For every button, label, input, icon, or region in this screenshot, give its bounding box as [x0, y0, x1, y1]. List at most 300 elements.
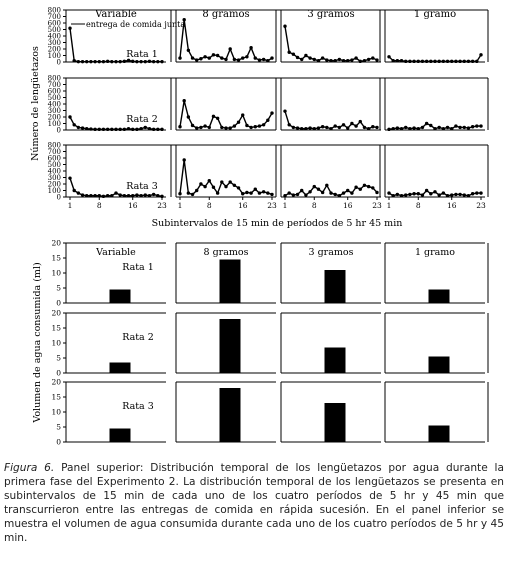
data-point-rata-1-1-gramo — [396, 59, 399, 62]
data-point-rata-1-3-gramos — [317, 59, 320, 62]
data-point-rata-2-1-gramo — [471, 125, 474, 128]
y-tick-label: 800 — [47, 141, 61, 150]
data-point-rata-3-8-gramos — [212, 186, 215, 189]
data-point-rata-2-1-gramo — [475, 124, 478, 127]
data-point-rata-2-1-gramo — [463, 126, 466, 129]
y-tick-label: 100 — [47, 120, 61, 128]
data-point-rata-3-3-gramos — [308, 190, 311, 193]
data-point-rata-2-variable — [81, 126, 84, 129]
x-tick-label: 16 — [237, 201, 248, 210]
data-point-rata-3-3-gramos — [317, 188, 320, 191]
x-axis-title: Subintervalos de 15 min de períodos de 5 hr 45 min — [151, 218, 403, 229]
x-tick-label: 8 — [415, 201, 421, 210]
data-point-rata-1-variable — [123, 60, 126, 63]
data-point-rata-3-1-gramo — [471, 192, 474, 195]
data-point-rata-3-3-gramos — [346, 189, 349, 192]
data-point-rata-3-variable — [144, 193, 147, 196]
data-point-rata-3-1-gramo — [396, 193, 399, 196]
data-point-rata-1-variable — [144, 60, 147, 63]
data-point-rata-1-8-gramos — [266, 59, 269, 62]
y-tick-label: 300 — [47, 107, 61, 115]
x-tick-label: 8 — [206, 201, 212, 210]
data-point-rata-2-variable — [106, 128, 109, 131]
data-point-rata-3-3-gramos — [296, 193, 299, 196]
x-tick-label: 8 — [96, 201, 102, 210]
data-point-rata-3-3-gramos — [313, 185, 316, 188]
data-point-rata-2-variable — [89, 127, 92, 130]
data-point-rata-3-variable — [139, 194, 142, 197]
data-point-rata-3-3-gramos — [350, 191, 353, 194]
bar-y-tick-label: 5 — [56, 422, 61, 432]
annotation-label: entrega de comida junta — [86, 20, 186, 29]
bar-y-tick-label: 20 — [51, 308, 61, 318]
data-point-rata-2-3-gramos — [317, 126, 320, 129]
data-point-rata-2-1-gramo — [433, 127, 436, 130]
data-point-rata-3-1-gramo — [429, 192, 432, 195]
data-point-rata-2-variable — [156, 128, 159, 131]
data-point-rata-3-1-gramo — [479, 191, 482, 194]
data-point-rata-1-3-gramos — [367, 58, 370, 61]
bar-row-label-rata-1: Rata 1 — [122, 262, 154, 273]
data-point-rata-3-8-gramos — [237, 186, 240, 189]
data-point-rata-1-8-gramos — [208, 56, 211, 59]
data-point-rata-3-8-gramos — [270, 193, 273, 196]
data-point-rata-2-variable — [114, 128, 117, 131]
data-point-rata-1-8-gramos — [258, 58, 261, 61]
data-point-rata-3-8-gramos — [208, 179, 211, 182]
data-point-rata-2-8-gramos — [191, 124, 194, 127]
data-point-rata-3-1-gramo — [404, 193, 407, 196]
data-point-rata-1-8-gramos — [237, 58, 240, 61]
data-point-rata-2-1-gramo — [437, 126, 440, 129]
data-point-rata-3-3-gramos — [300, 189, 303, 192]
data-point-rata-1-1-gramo — [425, 60, 428, 63]
y-tick-label: 700 — [47, 148, 61, 156]
data-point-rata-1-variable — [110, 60, 113, 63]
bar-y-tick-label: 5 — [56, 353, 61, 363]
y-tick-label: 200 — [47, 180, 61, 189]
data-point-rata-2-8-gramos — [270, 111, 273, 114]
data-point-rata-2-1-gramo — [467, 126, 470, 129]
x-tick-label: 1 — [386, 201, 392, 210]
x-tick-label: 8 — [311, 201, 317, 210]
data-point-rata-1-variable — [89, 60, 92, 63]
data-point-rata-1-variable — [81, 60, 84, 63]
data-point-rata-1-variable — [68, 27, 71, 30]
data-point-rata-3-3-gramos — [304, 193, 307, 196]
series-line-rata-2-3-gramos — [285, 111, 377, 129]
data-point-rata-3-3-gramos — [338, 194, 341, 197]
data-point-rata-2-3-gramos — [329, 127, 332, 130]
y-tick-label: 700 — [47, 13, 61, 21]
y-tick-label: 400 — [47, 100, 61, 109]
caption-text: Panel superior: Distribución temporal de los lengüetazos por agua durante la primera fase del Experimento 2. La distribución temporal de los lengüetazos se presenta en subintervalos de 15 min de cada uno de los cuatro períodos de 5 hr y 45 min que transcurrieron entre las entregas de comida en rápida sucesión. En el panel inferior se muestra el volumen de agua consumida durante cada uno de los cuatro períodos de 5 hr y 45 min. — [4, 462, 504, 545]
data-point-rata-1-variable — [102, 60, 105, 63]
data-point-rata-3-8-gramos — [245, 191, 248, 194]
data-point-rata-2-3-gramos — [367, 127, 370, 130]
x-tick-label: 16 — [342, 201, 353, 210]
bar-rata-3-8-gramos — [220, 388, 241, 442]
data-point-rata-1-1-gramo — [446, 60, 449, 63]
data-point-rata-1-8-gramos — [199, 57, 202, 60]
bar-column-label-8-gramos: 8 gramos — [203, 247, 249, 258]
data-point-rata-2-variable — [72, 123, 75, 126]
data-point-rata-3-8-gramos — [191, 193, 194, 196]
data-point-rata-1-3-gramos — [375, 58, 378, 61]
data-point-rata-3-8-gramos — [224, 185, 227, 188]
data-point-rata-2-8-gramos — [233, 124, 236, 127]
bar-y-tick-label: 20 — [51, 377, 61, 387]
data-point-rata-2-variable — [98, 128, 101, 131]
column-label-8-gramos: 8 gramos — [202, 9, 250, 20]
data-point-rata-3-1-gramo — [433, 190, 436, 193]
data-point-rata-2-1-gramo — [404, 126, 407, 129]
data-point-rata-3-variable — [152, 193, 155, 196]
x-tick-label: 16 — [127, 201, 138, 210]
data-point-rata-1-8-gramos — [270, 56, 273, 59]
y-tick-label: 600 — [47, 154, 61, 163]
data-point-rata-2-8-gramos — [187, 115, 190, 118]
data-point-rata-3-8-gramos — [187, 191, 190, 194]
bar-y-tick-label: 0 — [56, 437, 61, 447]
data-point-rata-1-8-gramos — [241, 56, 244, 59]
data-point-rata-3-variable — [110, 194, 113, 197]
y-tick-label: 300 — [47, 174, 61, 182]
data-point-rata-1-variable — [148, 60, 151, 63]
data-point-rata-1-3-gramos — [342, 59, 345, 62]
y-tick-label: 100 — [47, 187, 61, 195]
data-point-rata-2-1-gramo — [458, 126, 461, 129]
data-point-rata-1-1-gramo — [475, 60, 478, 63]
data-point-rata-2-1-gramo — [391, 127, 394, 130]
data-point-rata-2-8-gramos — [178, 125, 181, 128]
data-point-rata-1-8-gramos — [262, 58, 265, 61]
data-point-rata-2-3-gramos — [300, 127, 303, 130]
data-point-rata-1-8-gramos — [216, 54, 219, 57]
series-line-rata-3-8-gramos — [180, 160, 272, 194]
data-point-rata-1-3-gramos — [325, 58, 328, 61]
data-point-rata-2-8-gramos — [228, 126, 231, 129]
y-tick-label: 500 — [47, 161, 61, 169]
data-point-rata-3-1-gramo — [442, 191, 445, 194]
data-point-rata-3-variable — [102, 195, 105, 198]
data-point-rata-2-3-gramos — [338, 126, 341, 129]
data-point-rata-1-1-gramo — [442, 60, 445, 63]
data-point-rata-1-3-gramos — [329, 59, 332, 62]
data-point-rata-1-8-gramos — [245, 55, 248, 58]
row-label-rata-3: Rata 3 — [126, 181, 158, 192]
data-point-rata-2-1-gramo — [396, 126, 399, 129]
bar-y-tick-label: 15 — [51, 392, 61, 402]
data-point-rata-1-8-gramos — [187, 49, 190, 52]
bar-y-tick-label: 15 — [51, 323, 61, 333]
y-tick-label: 0 — [56, 193, 61, 202]
y-tick-label: 100 — [47, 52, 61, 60]
y-tick-label: 600 — [47, 87, 61, 96]
data-point-rata-3-8-gramos — [178, 192, 181, 195]
data-point-rata-1-3-gramos — [300, 58, 303, 61]
data-point-rata-1-1-gramo — [404, 60, 407, 63]
data-point-rata-2-1-gramo — [425, 122, 428, 125]
data-point-rata-1-8-gramos — [191, 56, 194, 59]
bar-rata-1-3-gramos — [325, 270, 346, 303]
bar-rata-1-1-gramo — [429, 290, 450, 304]
y-axis-title: Número de lengüetazos — [30, 46, 41, 161]
data-point-rata-2-3-gramos — [283, 109, 286, 112]
bar-rata-3-3-gramos — [325, 403, 346, 442]
caption-label: Figura 6. — [4, 462, 55, 474]
data-point-rata-2-variable — [68, 115, 71, 118]
data-point-rata-2-8-gramos — [262, 123, 265, 126]
data-point-rata-2-3-gramos — [321, 125, 324, 128]
data-point-rata-2-8-gramos — [216, 117, 219, 120]
data-point-rata-1-8-gramos — [228, 47, 231, 50]
data-point-rata-1-1-gramo — [408, 60, 411, 63]
data-point-rata-3-3-gramos — [371, 186, 374, 189]
data-point-rata-3-1-gramo — [454, 193, 457, 196]
data-point-rata-3-3-gramos — [359, 188, 362, 191]
data-point-rata-2-8-gramos — [245, 124, 248, 127]
data-point-rata-3-variable — [68, 176, 71, 179]
bottom-bar-panel — [32, 239, 488, 447]
data-point-rata-2-1-gramo — [450, 127, 453, 130]
data-point-rata-2-3-gramos — [375, 126, 378, 129]
data-point-rata-1-variable — [93, 60, 96, 63]
data-point-rata-3-variable — [98, 194, 101, 197]
data-point-rata-1-3-gramos — [304, 54, 307, 57]
data-point-rata-3-1-gramo — [417, 192, 420, 195]
series-line-rata-2-8-gramos — [180, 101, 272, 128]
data-point-rata-1-1-gramo — [471, 60, 474, 63]
data-point-rata-3-1-gramo — [458, 193, 461, 196]
data-point-rata-1-1-gramo — [479, 53, 482, 56]
data-point-rata-1-8-gramos — [212, 53, 215, 56]
data-point-rata-2-variable — [93, 128, 96, 131]
data-point-rata-2-variable — [144, 126, 147, 129]
data-point-rata-2-3-gramos — [287, 123, 290, 126]
data-point-rata-2-1-gramo — [421, 126, 424, 129]
data-point-rata-3-3-gramos — [292, 193, 295, 196]
y-tick-label: 400 — [47, 167, 61, 176]
data-point-rata-3-1-gramo — [475, 191, 478, 194]
data-point-rata-1-variable — [98, 60, 101, 63]
data-point-rata-3-3-gramos — [354, 186, 357, 189]
data-point-rata-1-1-gramo — [450, 60, 453, 63]
y-tick-label: 700 — [47, 81, 61, 89]
data-point-rata-1-3-gramos — [287, 51, 290, 54]
data-point-rata-3-variable — [131, 194, 134, 197]
data-point-rata-2-3-gramos — [363, 126, 366, 129]
bar-column-label-3-gramos: 3 gramos — [308, 247, 354, 258]
bar-y-axis-title: Volumen de agua consumida (ml) — [32, 262, 43, 423]
data-point-rata-2-8-gramos — [266, 119, 269, 122]
data-point-rata-2-8-gramos — [195, 126, 198, 129]
data-point-rata-3-1-gramo — [425, 189, 428, 192]
data-point-rata-3-variable — [127, 194, 130, 197]
data-point-rata-1-1-gramo — [391, 59, 394, 62]
data-point-rata-2-8-gramos — [249, 126, 252, 129]
data-point-rata-1-3-gramos — [308, 56, 311, 59]
data-point-rata-1-3-gramos — [371, 56, 374, 59]
data-point-rata-3-variable — [93, 194, 96, 197]
data-point-rata-3-3-gramos — [283, 194, 286, 197]
data-point-rata-1-8-gramos — [254, 56, 257, 59]
data-point-rata-3-variable — [123, 194, 126, 197]
x-tick-label: 23 — [476, 201, 486, 210]
bar-column-label-variable: Variable — [96, 247, 136, 258]
data-point-rata-2-variable — [85, 127, 88, 130]
data-point-rata-1-variable — [114, 60, 117, 63]
bar-rata-1-8-gramos — [220, 260, 241, 304]
data-point-rata-3-3-gramos — [363, 184, 366, 187]
bar-row-label-rata-3: Rata 3 — [122, 401, 154, 412]
data-point-rata-2-8-gramos — [212, 115, 215, 118]
data-point-rata-1-1-gramo — [429, 60, 432, 63]
data-point-rata-2-variable — [77, 126, 80, 129]
data-point-rata-1-variable — [135, 60, 138, 63]
data-point-rata-1-variable — [118, 60, 121, 63]
y-tick-label: 800 — [47, 74, 61, 83]
data-point-rata-2-1-gramo — [454, 124, 457, 127]
data-point-rata-2-8-gramos — [203, 124, 206, 127]
data-point-rata-3-3-gramos — [321, 191, 324, 194]
data-point-rata-3-1-gramo — [391, 194, 394, 197]
data-point-rata-2-1-gramo — [479, 124, 482, 127]
data-point-rata-3-8-gramos — [195, 189, 198, 192]
data-point-rata-1-1-gramo — [400, 59, 403, 62]
data-point-rata-2-3-gramos — [304, 127, 307, 130]
data-point-rata-2-1-gramo — [400, 127, 403, 130]
data-point-rata-2-variable — [131, 128, 134, 131]
data-point-rata-1-8-gramos — [178, 56, 181, 59]
data-point-rata-2-1-gramo — [442, 127, 445, 130]
data-point-rata-1-1-gramo — [421, 60, 424, 63]
data-point-rata-3-1-gramo — [400, 194, 403, 197]
data-point-rata-3-1-gramo — [408, 193, 411, 196]
data-point-rata-3-1-gramo — [387, 191, 390, 194]
y-tick-label: 0 — [56, 126, 61, 135]
series-line-rata-1-8-gramos — [180, 20, 272, 61]
data-point-rata-2-variable — [110, 128, 113, 131]
data-point-rata-1-3-gramos — [338, 58, 341, 61]
bar-row-label-rata-2: Rata 2 — [122, 332, 154, 343]
data-point-rata-3-variable — [118, 193, 121, 196]
data-point-rata-2-3-gramos — [308, 126, 311, 129]
data-point-rata-2-8-gramos — [241, 113, 244, 116]
data-point-rata-1-8-gramos — [203, 55, 206, 58]
data-point-rata-3-1-gramo — [446, 194, 449, 197]
y-tick-label: 300 — [47, 39, 61, 47]
data-point-rata-3-variable — [77, 191, 80, 194]
data-point-rata-3-variable — [156, 194, 159, 197]
y-tick-label: 0 — [56, 58, 61, 67]
bar-y-tick-label: 5 — [56, 283, 61, 293]
x-tick-label: 23 — [267, 201, 277, 210]
series-line-rata-1-3-gramos — [285, 26, 377, 61]
data-point-rata-1-1-gramo — [458, 60, 461, 63]
data-point-rata-1-3-gramos — [333, 59, 336, 62]
data-point-rata-1-1-gramo — [417, 60, 420, 63]
data-point-rata-1-8-gramos — [220, 56, 223, 59]
data-point-rata-3-8-gramos — [241, 192, 244, 195]
bar-y-tick-label: 0 — [56, 368, 61, 378]
bar-y-tick-label: 0 — [56, 298, 61, 308]
data-point-rata-3-3-gramos — [325, 184, 328, 187]
data-point-rata-3-3-gramos — [329, 191, 332, 194]
data-point-rata-3-1-gramo — [437, 193, 440, 196]
data-point-rata-3-1-gramo — [463, 193, 466, 196]
data-point-rata-3-1-gramo — [450, 193, 453, 196]
row-label-rata-1: Rata 1 — [126, 49, 158, 60]
data-point-rata-3-8-gramos — [228, 180, 231, 183]
y-tick-label: 800 — [47, 6, 61, 15]
data-point-rata-2-3-gramos — [292, 126, 295, 129]
column-label-variable: Variable — [95, 9, 137, 20]
bar-rata-2-variable — [110, 363, 131, 374]
bar-y-tick-label: 10 — [51, 268, 61, 278]
data-point-rata-2-8-gramos — [208, 126, 211, 129]
data-point-rata-1-variable — [72, 59, 75, 62]
data-point-rata-2-3-gramos — [325, 126, 328, 129]
data-point-rata-1-variable — [160, 60, 163, 63]
data-point-rata-3-3-gramos — [287, 191, 290, 194]
bar-rata-2-1-gramo — [429, 357, 450, 374]
data-point-rata-3-8-gramos — [216, 191, 219, 194]
data-point-rata-1-1-gramo — [433, 60, 436, 63]
data-point-rata-2-8-gramos — [182, 99, 185, 102]
data-point-rata-2-8-gramos — [254, 125, 257, 128]
data-point-rata-1-1-gramo — [463, 60, 466, 63]
data-point-rata-2-8-gramos — [224, 126, 227, 129]
y-tick-label: 500 — [47, 94, 61, 102]
data-point-rata-1-variable — [77, 60, 80, 63]
data-point-rata-3-3-gramos — [342, 191, 345, 194]
data-point-rata-1-8-gramos — [233, 58, 236, 61]
data-point-rata-3-8-gramos — [262, 190, 265, 193]
data-point-rata-2-3-gramos — [346, 126, 349, 129]
y-tick-label: 200 — [47, 113, 61, 122]
data-point-rata-2-1-gramo — [429, 124, 432, 127]
data-point-rata-2-variable — [160, 128, 163, 131]
data-point-rata-3-variable — [89, 194, 92, 197]
data-point-rata-3-3-gramos — [375, 191, 378, 194]
data-point-rata-1-variable — [152, 60, 155, 63]
data-point-rata-1-3-gramos — [292, 53, 295, 56]
data-point-rata-3-1-gramo — [421, 193, 424, 196]
data-point-rata-1-1-gramo — [454, 60, 457, 63]
data-point-rata-2-1-gramo — [387, 128, 390, 131]
row-label-rata-2: Rata 2 — [126, 114, 158, 125]
figure-caption — [4, 461, 504, 546]
bar-rata-3-1-gramo — [429, 426, 450, 443]
data-point-rata-3-8-gramos — [258, 191, 261, 194]
x-tick-label: 23 — [372, 201, 382, 210]
data-point-rata-3-8-gramos — [182, 158, 185, 161]
data-point-rata-3-8-gramos — [249, 191, 252, 194]
data-point-rata-3-3-gramos — [333, 193, 336, 196]
data-point-rata-3-variable — [135, 193, 138, 196]
data-point-rata-2-variable — [152, 128, 155, 131]
x-tick-label: 1 — [177, 201, 183, 210]
data-point-rata-2-1-gramo — [408, 127, 411, 130]
data-point-rata-3-variable — [72, 189, 75, 192]
data-point-rata-1-3-gramos — [363, 59, 366, 62]
y-tick-label: 500 — [47, 26, 61, 34]
x-tick-label: 1 — [67, 201, 73, 210]
data-point-rata-2-8-gramos — [199, 126, 202, 129]
data-point-rata-2-1-gramo — [446, 126, 449, 129]
bar-rata-3-variable — [110, 429, 131, 443]
